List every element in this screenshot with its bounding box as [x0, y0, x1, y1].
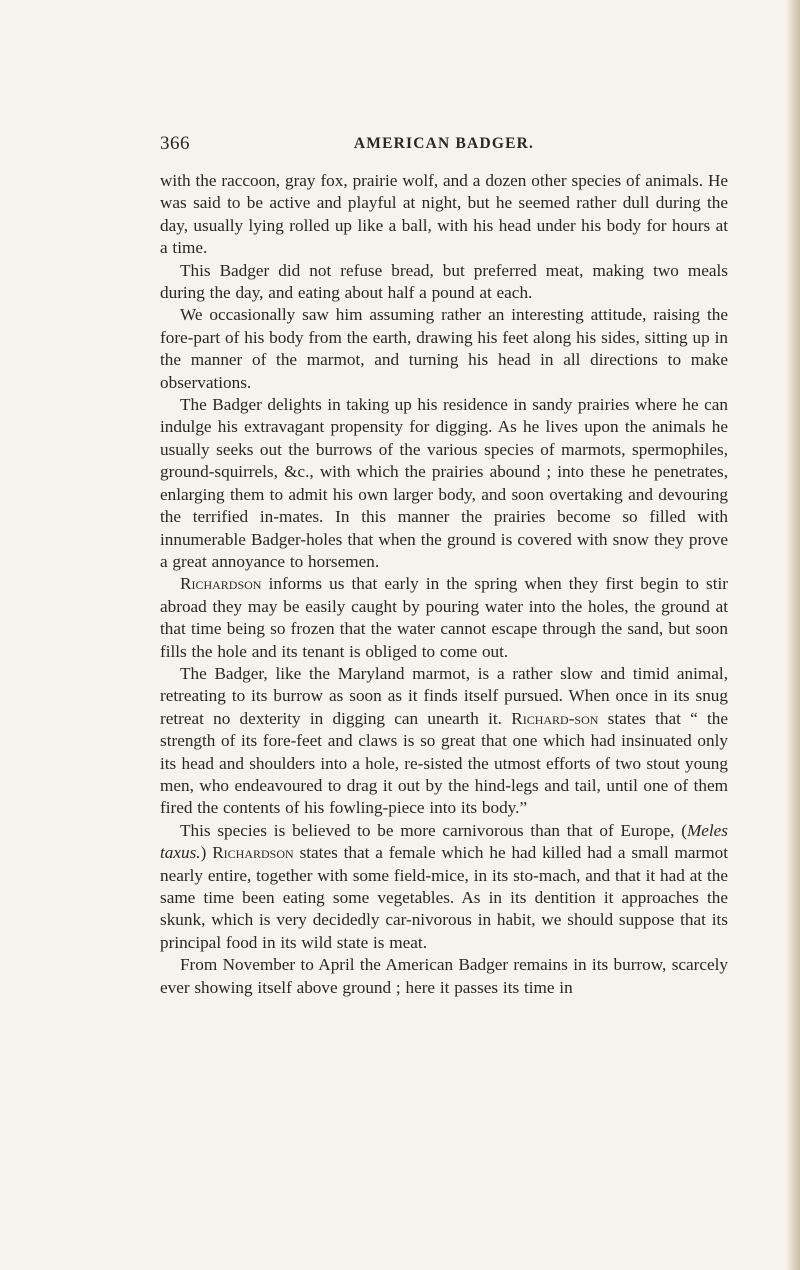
paragraph-text: This species is believed to be more carnivorous than that of Europe, ( [180, 820, 687, 840]
paragraph [160, 170, 728, 260]
page-edge-shadow [786, 0, 800, 1270]
paragraph [160, 820, 728, 954]
paragraph [160, 304, 728, 394]
author-name-richardson: Richard-son [511, 708, 599, 728]
paragraph-text: with the raccoon, gray fox, prairie wolf, and a dozen other species of animals. He was said to be active and playful at night, but he seemed rather dull during the day, usually lying rolled up like a ball, with his head under his body for hours at a time. [160, 171, 728, 258]
author-name-richardson: Richardson [180, 574, 262, 594]
paragraph [160, 663, 728, 820]
paragraph-text: The Badger delights in taking up his residence in sandy prairies where he can indulge his extravagant propensity for digging. As he lives upon the animals he usually seeks out the burrows of the various species of marmots, spermophiles, ground-squirrels, &c., with which the prairies abound ; into these he penetrates, enlarging them to admit his own larger body, and soon overtaking and devouring the terrified in-mates. In this manner the prairies become so filled with innumerable Badger-holes that when the ground is covered with snow they prove a great annoyance to horsemen. [160, 395, 728, 571]
author-name-richardson: Richardson [212, 843, 294, 863]
paragraph [160, 954, 728, 999]
paragraph-text: We occasionally saw him assuming rather an interesting attitude, raising the fore-part of his body from the earth, drawing his feet along his sides, sitting up in the manner of the marmot, and turning his head in all directions to make observations. [160, 305, 728, 392]
paragraph-text: From November to April the American Badger remains in its burrow, scarcely ever showing itself above ground ; here it passes its time in [160, 955, 728, 997]
paragraph-text: The Badger, like the Maryland marmot, is a rather slow and timid animal, retreating to its burrow as soon as it finds itself pursued. When once in its snug retreat no dexterity in digging can unearth it. [160, 663, 728, 728]
paragraph-text: ) [200, 843, 213, 863]
paragraph [160, 573, 728, 663]
paragraph-text: This Badger did not refuse bread, but preferred meat, making two meals during the day, and eating about half a pound at each. [160, 260, 728, 303]
paragraph [160, 394, 728, 573]
running-title: AMERICAN BADGER. [353, 135, 535, 152]
body-text [160, 170, 728, 999]
running-head [160, 133, 728, 157]
paragraph [160, 260, 728, 305]
paragraph-text: states that “ the strength of its fore-feet and claws is so great that one which had insinuated only its head and shoulders into a hole, re-sisted the utmost efforts of two stout young men, who endeavoured to drag it out by the hind-legs and tail, until one of them fired the contents of his fowling-piece into its body.” [160, 708, 728, 818]
paragraph-text: states that a female which he had killed had a small marmot nearly entire, together with some field-mice, in its sto-mach, and that it had at the same time been eating some vegetables. As in its dentition it approaches the skunk, which is very decidedly car-nivorous in habit, we should suppose that its principal food in its wild state is meat. [160, 843, 728, 952]
page-number: 366 [160, 133, 190, 154]
scientific-name: Meles taxus. [160, 820, 728, 863]
paragraph-text: informs us that early in the spring when they first begin to stir abroad they may be easily caught by pouring water into the holes, the ground at that time being so frozen that the water cannot escape through the sand, but soon fills the hole and its tenant is obliged to come out. [160, 574, 728, 661]
